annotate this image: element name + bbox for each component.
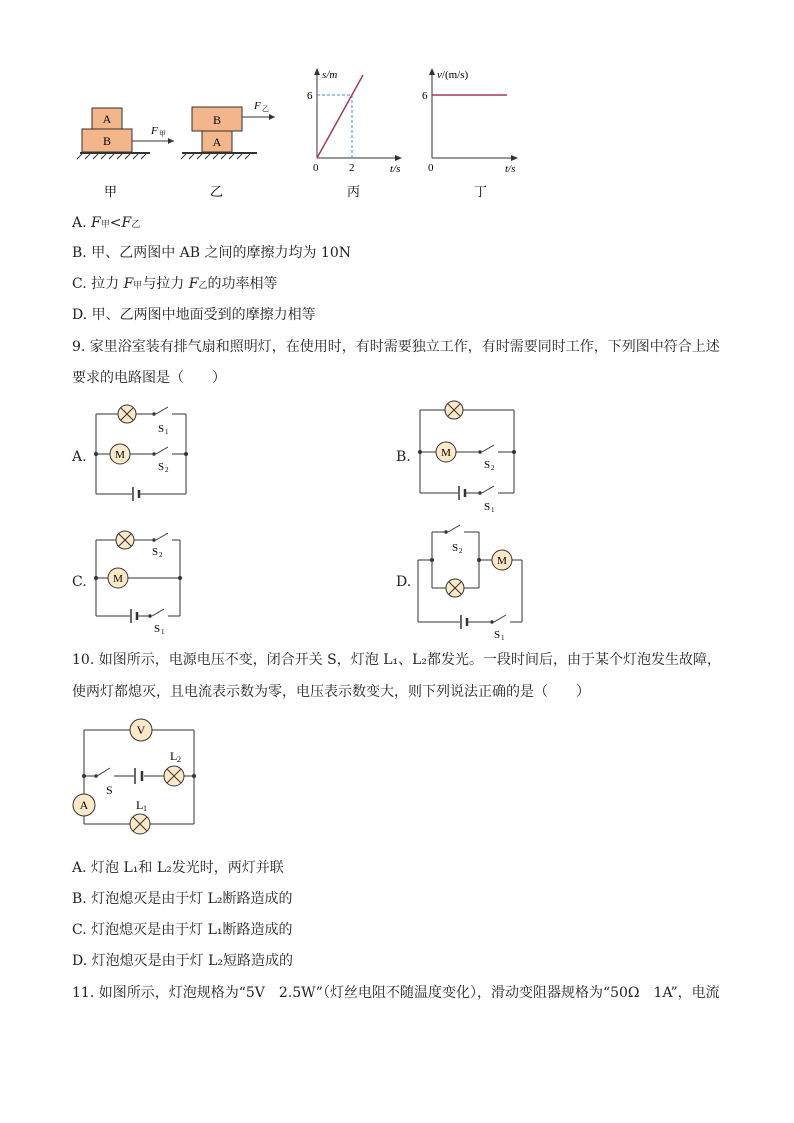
force-yi-sub: 乙 <box>262 105 269 113</box>
svg-text:L: L <box>136 798 144 812</box>
svg-text:1: 1 <box>161 628 165 636</box>
q9-label-a: A. <box>72 449 87 465</box>
fig-yi <box>181 100 275 159</box>
q8-option-a: A. F甲<F乙 <box>72 215 141 231</box>
q9-label-c: C. <box>72 574 87 590</box>
svg-text:S: S <box>452 542 459 554</box>
caption-bing: 丙 <box>347 184 361 199</box>
svg-text:S: S <box>152 546 159 558</box>
top-figure <box>70 62 530 207</box>
q9-circuit-d <box>414 518 539 643</box>
svg-text:S: S <box>158 423 165 435</box>
graph-bing <box>307 68 402 175</box>
block-b-label: B <box>102 134 112 148</box>
ding-y-axis: v/(m/s) <box>437 69 469 81</box>
motor-c: M <box>113 573 123 585</box>
svg-text:S: S <box>158 461 165 473</box>
q9-circuit-c <box>90 528 200 638</box>
q10-option-c: C. 灯泡熄灭是由于灯 L₁断路造成的 <box>72 922 293 938</box>
block-a-label: A <box>102 112 112 126</box>
svg-text:2: 2 <box>165 466 169 474</box>
q8-option-d: D. 甲、乙两图中地面受到的摩擦力相等 <box>72 307 316 323</box>
q10-option-b: B. 灯泡熄灭是由于灯 L₂断路造成的 <box>72 891 293 907</box>
ammeter-label: A <box>79 798 89 812</box>
q9-stem-line1: 9. 家里浴室装有排气扇和照明灯，在使用时，有时需要独立工作，有时需要同时工作，下列图中符合上述 <box>72 339 720 355</box>
q9-circuit-a <box>90 402 200 502</box>
svg-text:S: S <box>154 623 161 635</box>
svg-text:2: 2 <box>159 551 163 559</box>
svg-text:L: L <box>170 749 178 763</box>
svg-text:S: S <box>484 459 491 471</box>
block-a-yi-label: A <box>212 135 222 149</box>
q10-option-d: D. 灯泡熄灭是由于灯 L₂短路造成的 <box>72 953 293 969</box>
force-yi-label: F <box>254 100 261 112</box>
svg-text:1: 1 <box>165 428 169 436</box>
caption-yi: 乙 <box>210 184 224 199</box>
bing-x-tick: 2 <box>349 162 355 174</box>
q10-stem-line1: 10. 如图所示，电源电压不变，闭合开关 S，灯泡 L₁、L₂都发光。一段时间后，由于某个灯泡发生故障， <box>72 652 722 668</box>
ding-x-axis: t/s <box>505 163 516 175</box>
motor-b: M <box>441 447 451 459</box>
svg-text:2: 2 <box>459 547 463 555</box>
q9-label-d: D. <box>396 574 412 590</box>
q8-option-c: C. 拉力 F甲与拉力 F乙的功率相等 <box>72 276 278 292</box>
bing-y-tick: 6 <box>307 90 313 102</box>
graph-ding <box>422 68 518 175</box>
svg-text:2: 2 <box>491 464 495 472</box>
svg-text:2: 2 <box>177 755 181 764</box>
bing-origin: 0 <box>313 162 319 174</box>
block-b-yi-label: B <box>212 113 222 127</box>
bing-line <box>317 75 363 158</box>
svg-text:1: 1 <box>501 634 505 642</box>
ding-origin: 0 <box>428 162 434 174</box>
svg-text:S: S <box>494 629 501 641</box>
svg-text:S: S <box>484 501 491 513</box>
q10-option-a: A. 灯泡 L₁和 L₂发光时，两灯并联 <box>72 860 284 876</box>
svg-text:1: 1 <box>491 506 495 514</box>
q8-option-b: B. 甲、乙两图中 AB 之间的摩擦力均为 10N <box>72 245 352 261</box>
force-jia-label: F <box>151 125 158 137</box>
q9-stem-line2: 要求的电路图是（ ） <box>72 370 226 386</box>
bing-x-axis: t/s <box>390 163 401 175</box>
switch-label: S <box>106 783 113 797</box>
force-jia-sub: 甲 <box>159 130 166 138</box>
q11-stem-line1: 11. 如图所示，灯泡规格为“5V 2.5W”（灯丝电阻不随温度变化），滑动变阻器规格为“50Ω 1A”，电流 <box>72 985 720 1001</box>
q9-circuit-b <box>414 398 524 516</box>
q10-circuit <box>64 712 204 840</box>
voltmeter-label: V <box>136 723 146 737</box>
caption-jia: 甲 <box>104 184 118 199</box>
q9-label-b: B. <box>396 449 411 465</box>
fig-jia <box>77 108 174 159</box>
caption-ding: 丁 <box>474 184 488 199</box>
ding-y-tick: 6 <box>422 90 428 102</box>
q10-stem-line2: 使两灯都熄灭，且电流表示数为零，电压表示数变大，则下列说法正确的是（ ） <box>72 684 590 700</box>
motor-d: M <box>497 555 507 567</box>
svg-text:1: 1 <box>143 804 147 813</box>
motor-a: M <box>115 449 125 461</box>
bing-y-axis: s/m <box>322 69 338 81</box>
